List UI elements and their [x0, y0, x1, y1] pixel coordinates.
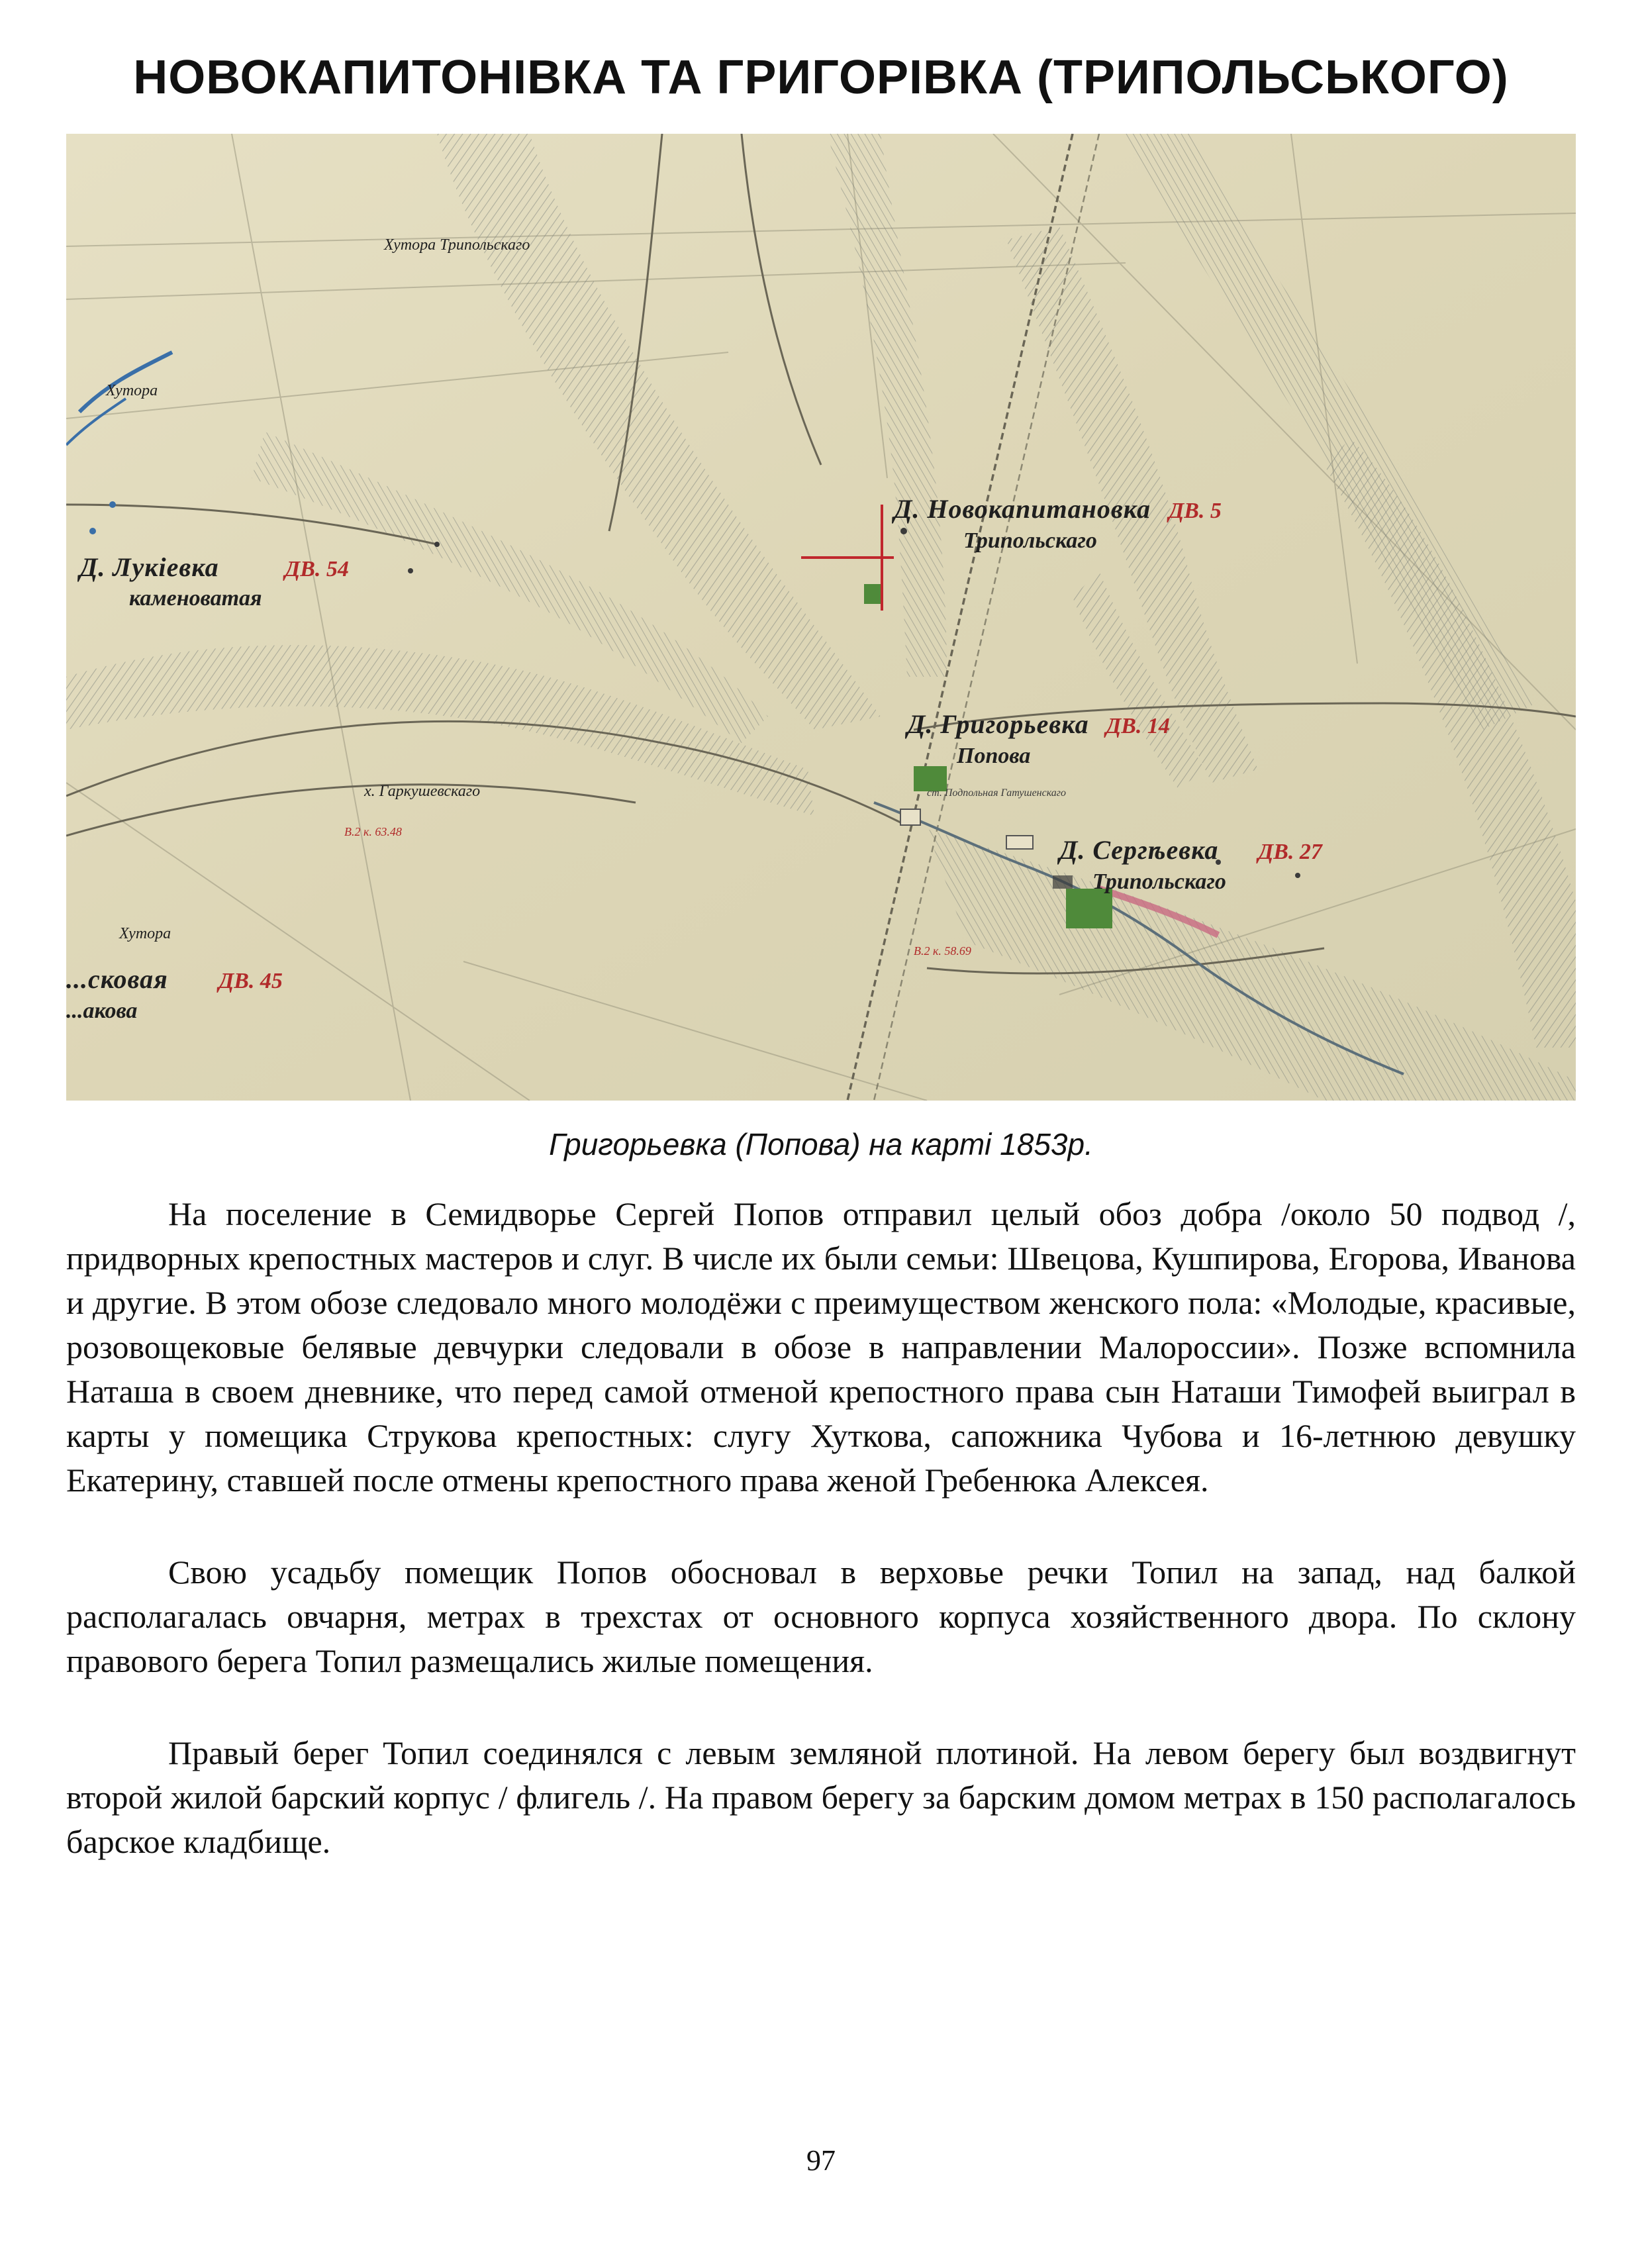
paragraph-3: Правый берег Топил соединялся с левым земляной плотиной. На левом берегу был воздвигнут второй жилой барский корпус / флигель /. На правом берегу за барским домом метрах в 150 располагалось барское кладбище. [66, 1734, 1576, 1860]
historical-map-1853 [66, 134, 1576, 1101]
map-paper [66, 134, 1576, 1101]
label-novokapitanovka: Д. Новокапитановка [894, 494, 1151, 524]
label-kamenovataya: каменоватая [129, 586, 262, 611]
label-tripolskago-1: Трипольскаго [963, 528, 1097, 553]
label-survey-1: В.2 к. 63.48 [344, 825, 402, 838]
page-title: НОВОКАПИТОНІВКА ТА ГРИГОРІВКА (ТРИПОЛЬСЬКОГО) [133, 51, 1509, 104]
label-survey-2: В.2 к. 58.69 [914, 944, 971, 958]
label-grigorievka-dv: ДВ. 14 [1106, 714, 1170, 738]
label-novokapitanovka-dv: ДВ. 5 [1169, 499, 1222, 523]
label-sergeevka: Д. Сергѣевка [1059, 835, 1219, 865]
figure-caption: Григорьевка (Попова) на карті 1853р. [549, 1127, 1093, 1161]
label-lukievka: Д. Лукіевка [79, 552, 219, 582]
label-sw-village-dv: ДВ. 45 [218, 969, 283, 993]
label-garkushevskago: х. Гаркушевскаго [364, 783, 481, 800]
body-text [66, 1192, 1576, 1912]
label-grigorievka: Д. Григорьевка [907, 709, 1089, 739]
map-illustration [66, 134, 1576, 1101]
label-sw-village-name: ...сковая [66, 964, 168, 994]
label-sw-village-second: ...акова [66, 999, 138, 1023]
label-podpolnaya: ст. Подпольная Гатушенскаго [927, 787, 1067, 799]
label-lukievka-dv: ДВ. 54 [285, 557, 349, 581]
label-popova: Попова [957, 744, 1031, 768]
label-tripolskago-2: Трипольскаго [1092, 869, 1226, 894]
paragraph-1: На поселение в Семидворье Сергей Попов отправил целый обоз добра /около 50 подвод /, придворных крепостных мастеров и слуг. В числе их были семьи: Швецова, Кушпирова, Егорова, Иванова и другие. В этом обозе следовало много молодёжи с преимуществом женского пола: «Молодые, красивые, розовощековые белявые девчурки следовали в обозе в направлении Малороссии». Позже вспомнила Наташа в своем дневнике, что перед самой отменой крепостного права сын Наташи Тимофей выиграл в карты у помещика Струкова крепостных: слугу Хуткова, сапожника Чубова и 16-летнюю девушку Екатерину, ставшей после отмены крепостного права женой Гребенюка Алексея. [66, 1195, 1576, 1499]
page-number: 97 [806, 2144, 836, 2177]
label-khutora-sw: Хутора [119, 925, 171, 942]
label-khutora-nw: Хутора [106, 382, 158, 399]
label-sergeevka-dv: ДВ. 27 [1258, 840, 1322, 864]
paragraph-2: Свою усадьбу помещик Попов обосновал в верховье речки Топил на запад, над балкой располагалась овчарня, метрах в трехстах от основного корпуса хозяйственного двора. По склону правового берега Топил размещались жилые помещения. [66, 1553, 1576, 1679]
label-khutor-tripolskago: Хутора Трипольскаго [384, 236, 530, 254]
